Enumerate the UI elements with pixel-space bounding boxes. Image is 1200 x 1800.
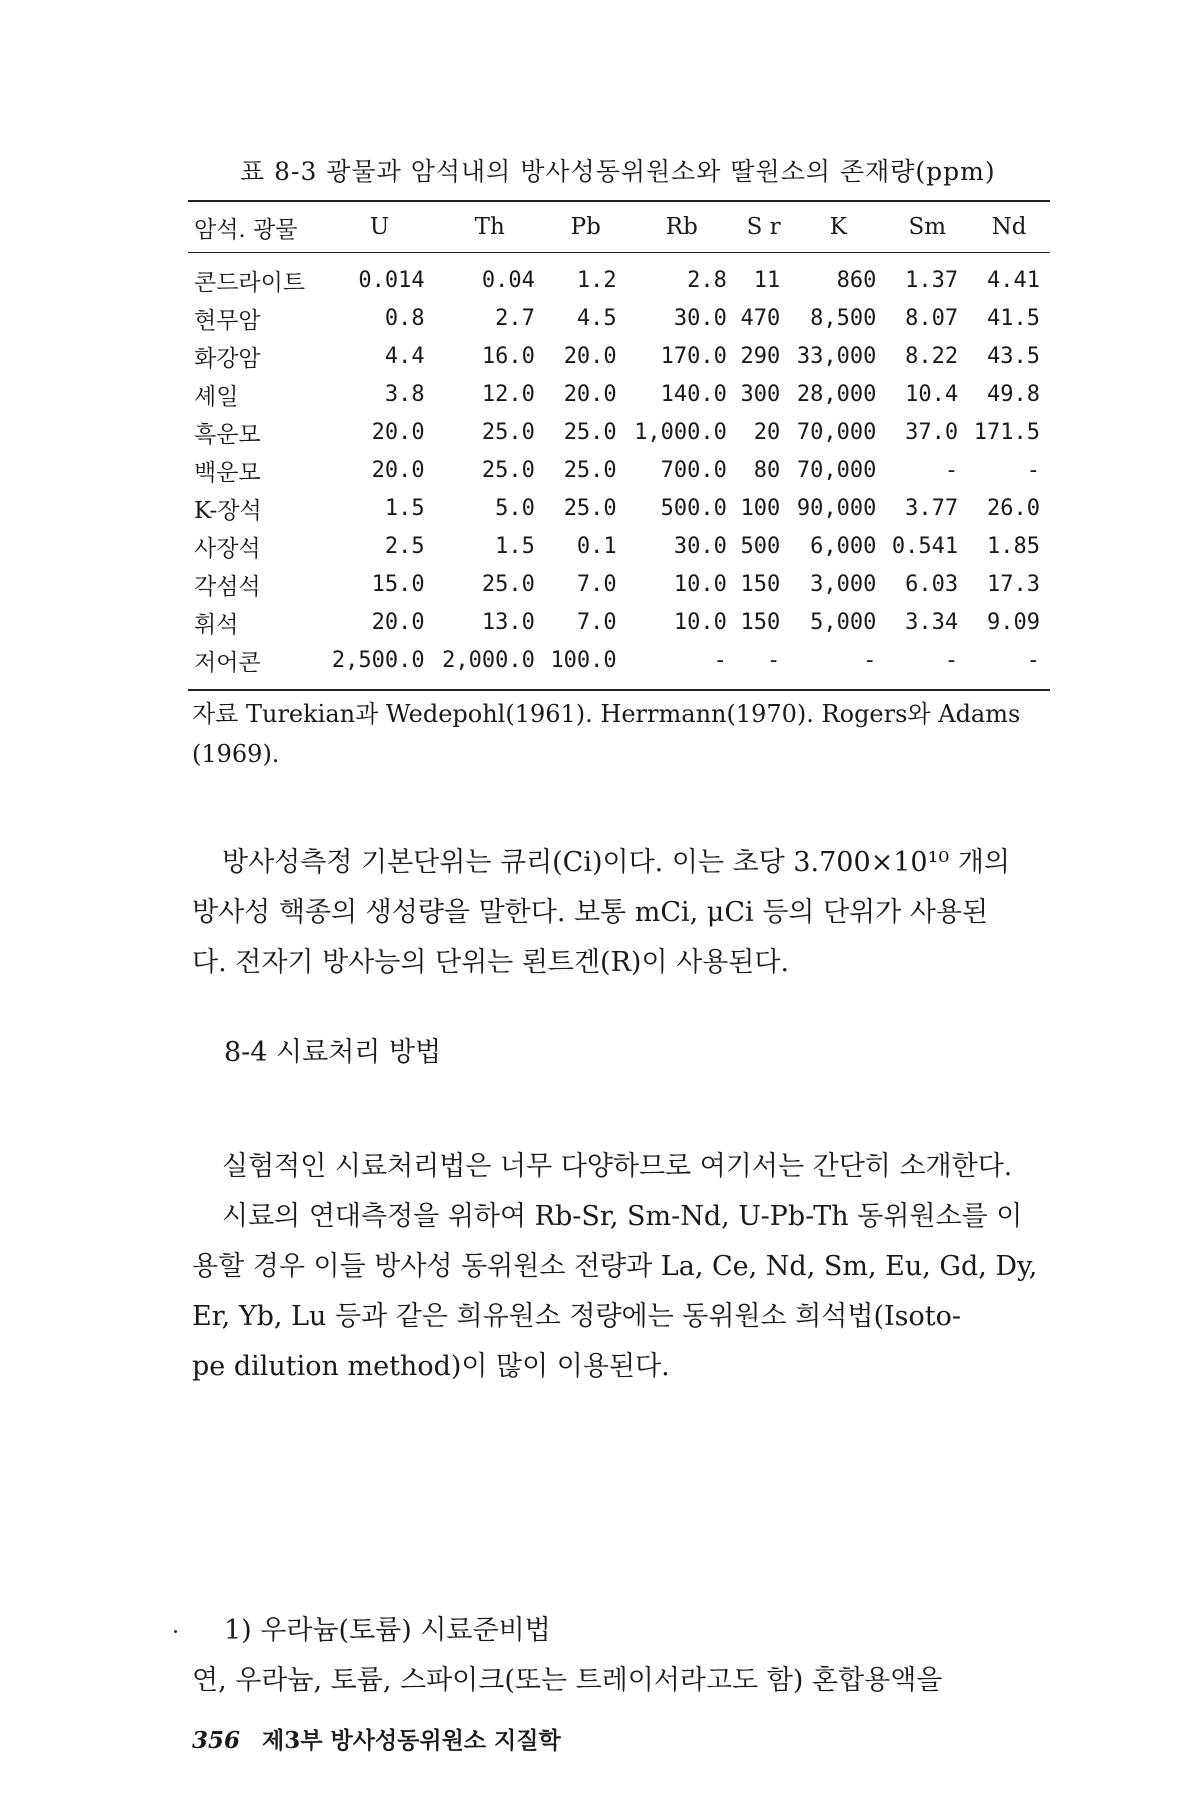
table-cell: 2.7 xyxy=(495,305,535,331)
table-cell: 26.0 xyxy=(987,495,1040,521)
table-cell: 2.5 xyxy=(384,533,425,559)
table-cell: 28,000 xyxy=(796,381,877,407)
paragraph-line: 용할 경우 이들 방사성 동위원소 전량과 La, Ce, Nd, Sm, Eu, Gd, Dy, xyxy=(192,1251,1038,1282)
table-cell: 20 xyxy=(753,419,781,445)
abundance-table xyxy=(188,200,1050,691)
table-row xyxy=(188,565,1050,603)
table-row xyxy=(188,337,1050,375)
row-label: 백운모 xyxy=(194,459,261,486)
table-cell: 20.0 xyxy=(371,609,425,635)
table-cell: 12.0 xyxy=(481,381,535,407)
row-label: 콘드라이트 xyxy=(194,269,306,296)
page-footer xyxy=(192,1722,561,1755)
row-label: 흑운모 xyxy=(194,421,261,448)
table-cell: 10.0 xyxy=(673,609,727,635)
table-cell: 25.0 xyxy=(481,457,535,483)
table-cell: 8,500 xyxy=(810,305,877,331)
table-cell: 4.5 xyxy=(576,305,617,331)
table-cell: 13.0 xyxy=(481,609,535,635)
table-cell: 1.5 xyxy=(495,533,535,559)
table-cell: 2.8 xyxy=(687,267,727,293)
table-cell: 8.22 xyxy=(905,343,959,369)
table-cell: 5.0 xyxy=(495,495,535,521)
paragraph-line: 방사성측정 기본단위는 큐리(Ci)이다. 이는 초당 3.700×10¹⁰ 개의 xyxy=(222,847,1011,878)
table-row xyxy=(188,603,1050,641)
column-header: 암석. 광물 xyxy=(194,216,298,243)
table-cell: 25.0 xyxy=(481,571,535,597)
table-cell: 1.2 xyxy=(576,267,617,293)
table-cell: 6.03 xyxy=(905,571,959,597)
table-cell: 20.0 xyxy=(371,457,425,483)
table-cell: 3.8 xyxy=(384,381,425,407)
table-cell: 100.0 xyxy=(550,647,617,673)
table-cell: 20.0 xyxy=(371,419,425,445)
table-cell: 0.1 xyxy=(576,533,617,559)
row-label: 사장석 xyxy=(194,535,261,562)
table-cell: 8.07 xyxy=(905,305,959,331)
table-cell: 43.5 xyxy=(987,343,1040,369)
table-cell: 3.77 xyxy=(905,495,959,521)
table-cell: - xyxy=(944,647,959,673)
table-cell: 300 xyxy=(740,381,781,407)
table-cell: 15.0 xyxy=(371,571,425,597)
paragraph-line: 연, 우라늄, 토륨, 스파이크(또는 트레이서라고도 함) 혼합용액을 xyxy=(192,1665,943,1696)
table-cell: 20.0 xyxy=(563,343,617,369)
table-cell: 25.0 xyxy=(563,495,617,521)
table-cell: 30.0 xyxy=(673,305,727,331)
table-cell: - xyxy=(1026,647,1040,673)
column-header: U xyxy=(369,214,390,240)
source-line-1: 자료 Turekian과 Wedepohl(1961). Herrmann(1970). Rogers와 Adams xyxy=(192,700,1021,728)
table-row xyxy=(188,253,1050,300)
table-cell: 7.0 xyxy=(576,571,617,597)
table-cell: 500.0 xyxy=(660,495,727,521)
table-cell: 500 xyxy=(740,533,781,559)
table-cell: - xyxy=(767,647,781,673)
table-cell: 290 xyxy=(740,343,781,369)
table-cell: 700.0 xyxy=(660,457,727,483)
table-cell: 25.0 xyxy=(563,419,617,445)
table-row xyxy=(188,413,1050,451)
table-cell: 150 xyxy=(740,571,781,597)
table-body xyxy=(188,253,1050,691)
table-title: 표 8-3 광물과 암석내의 방사성동위원소와 딸원소의 존재량(ppm) xyxy=(240,157,996,186)
row-label: 휘석 xyxy=(194,611,239,638)
table-cell: 3.34 xyxy=(905,609,959,635)
table-cell: 0.04 xyxy=(481,267,535,293)
table-row xyxy=(188,451,1050,489)
table-cell: 0.541 xyxy=(891,533,959,559)
table-cell: 170.0 xyxy=(660,343,727,369)
column-header: S r xyxy=(746,214,781,240)
paragraph-line: 시료의 연대측정을 위하여 Rb-Sr, Sm-Nd, U-Pb-Th 동위원소를 이 xyxy=(222,1201,1023,1232)
table-cell: 80 xyxy=(753,457,781,483)
row-label: K-장석 xyxy=(194,497,262,524)
table-cell: 10.4 xyxy=(905,381,959,407)
table-cell: 41.5 xyxy=(987,305,1040,331)
table-cell: 25.0 xyxy=(481,419,535,445)
table-cell: 9.09 xyxy=(987,609,1040,635)
table-cell: 1.37 xyxy=(905,267,959,293)
column-header: K xyxy=(829,214,847,240)
paragraph-curie xyxy=(192,838,1054,988)
column-header: Sm xyxy=(908,214,947,240)
table-row xyxy=(188,375,1050,413)
table-cell: 4.4 xyxy=(384,343,425,369)
table-cell: 150 xyxy=(740,609,781,635)
table-cell: 70,000 xyxy=(796,419,877,445)
table-cell: 3,000 xyxy=(810,571,877,597)
table-cell: 11 xyxy=(753,267,781,293)
column-header: Pb xyxy=(570,214,601,240)
row-label: 저어콘 xyxy=(194,649,261,676)
table-cell: 100 xyxy=(740,495,781,521)
table-cell: 2,000.0 xyxy=(442,647,535,673)
sub-heading: 1) 우라늄(토륨) 시료준비법 xyxy=(224,1615,551,1646)
table-cell: 2,500.0 xyxy=(331,647,425,673)
table-row xyxy=(188,299,1050,337)
running-footer-text: 제3부 방사성동위원소 지질학 xyxy=(262,1727,561,1754)
paragraph-sample-processing xyxy=(192,1142,1054,1392)
table-cell: 1.85 xyxy=(987,533,1040,559)
table-row xyxy=(188,527,1050,565)
table-cell: 17.3 xyxy=(987,571,1040,597)
table-cell: 0.8 xyxy=(384,305,425,331)
source-line-2: (1969). xyxy=(192,740,280,768)
column-header: Nd xyxy=(991,214,1027,240)
section-heading: 8-4 시료처리 방법 xyxy=(224,1037,442,1068)
table-source-note xyxy=(192,694,1054,774)
table-cell: 10.0 xyxy=(673,571,727,597)
table-cell: 140.0 xyxy=(660,381,727,407)
table-cell: 470 xyxy=(740,305,781,331)
column-header: Th xyxy=(474,214,505,240)
table-cell: 30.0 xyxy=(673,533,727,559)
table-cell: - xyxy=(863,647,877,673)
table-cell: 90,000 xyxy=(796,495,877,521)
table-cell: 0.014 xyxy=(358,267,425,293)
table-header-row xyxy=(188,201,1050,253)
table-cell: - xyxy=(713,647,727,673)
table-cell: 5,000 xyxy=(810,609,877,635)
paragraph-line: 실험적인 시료처리법은 너무 다양하므로 여기서는 간단히 소개한다. xyxy=(222,1151,1013,1182)
table-cell: - xyxy=(944,457,959,483)
table-cell: 49.8 xyxy=(987,381,1040,407)
table-cell: 25.0 xyxy=(563,457,617,483)
table-cell: 16.0 xyxy=(481,343,535,369)
paragraph-line: Er, Yb, Lu 등과 같은 희유원소 정량에는 동위원소 희석법(Isoto- xyxy=(192,1301,961,1332)
table-cell: 4.41 xyxy=(987,267,1040,293)
table-cell: 860 xyxy=(836,267,877,293)
page-number: 356 xyxy=(192,1727,241,1754)
table-cell: 6,000 xyxy=(810,533,877,559)
table-cell: 1,000.0 xyxy=(634,419,727,445)
row-label: 화강암 xyxy=(194,345,261,372)
table-row xyxy=(188,489,1050,527)
table-cell: - xyxy=(1026,457,1040,483)
table-cell: 20.0 xyxy=(563,381,617,407)
paragraph-line: 다. 전자기 방사능의 단위는 뢴트겐(R)이 사용된다. xyxy=(192,947,790,978)
row-label: 현무암 xyxy=(194,307,261,334)
paragraph-line: 방사성 핵종의 생성량을 말한다. 보통 mCi, μCi 등의 단위가 사용된 xyxy=(192,897,989,928)
table-cell: 37.0 xyxy=(905,419,959,445)
paragraph-line: pe dilution method)이 많이 이용된다. xyxy=(192,1351,670,1382)
column-header: Rb xyxy=(665,214,698,240)
row-label: 각섬석 xyxy=(194,573,261,600)
table-cell: 33,000 xyxy=(796,343,877,369)
table-cell: 7.0 xyxy=(576,609,617,635)
table-cell: 1.5 xyxy=(384,495,425,521)
table-row xyxy=(188,641,1050,690)
margin-dot xyxy=(174,1630,177,1633)
paragraph-uranium-prep xyxy=(192,1656,1054,1706)
table-cell: 70,000 xyxy=(796,457,877,483)
row-label: 셰일 xyxy=(194,383,239,410)
table-cell: 171.5 xyxy=(973,419,1040,445)
